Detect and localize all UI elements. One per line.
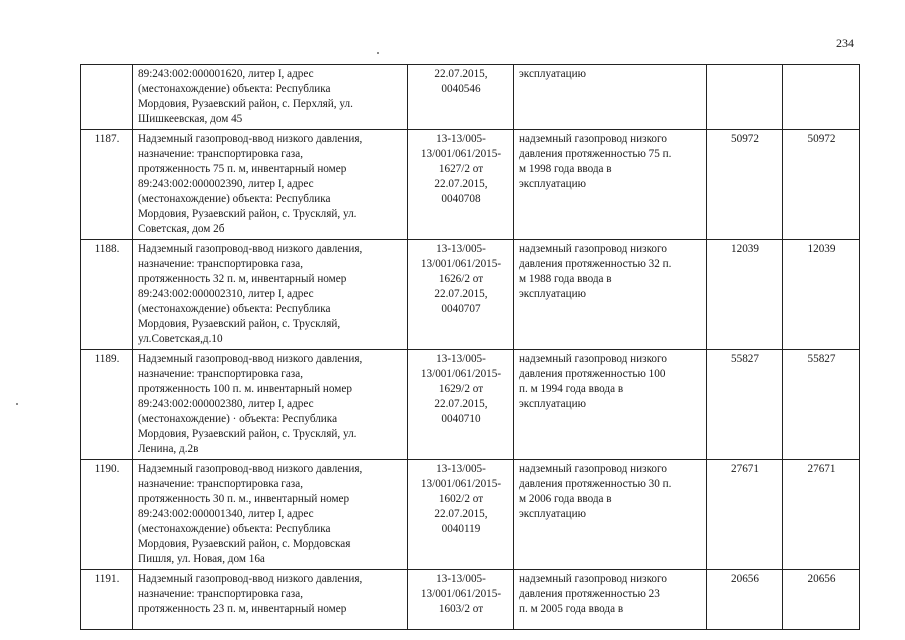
value-cell-2 bbox=[783, 65, 860, 130]
registration-record-cell-line: 22.07.2015, bbox=[434, 398, 488, 410]
object-description-cell-line: протяженность 32 п. м, инвентарный номер bbox=[138, 273, 347, 285]
characteristics-cell-line: м 1998 года ввода в bbox=[519, 163, 612, 175]
registration-record-cell bbox=[408, 65, 514, 130]
characteristics-cell-line: м 1988 года ввода в bbox=[519, 273, 612, 285]
registration-record-cell-line: 13-13/005- bbox=[436, 243, 486, 255]
registration-record-cell bbox=[408, 460, 514, 570]
registration-record-cell-line: 13/001/061/2015- bbox=[420, 588, 502, 600]
registration-record-cell-line: 22.07.2015, bbox=[434, 68, 488, 80]
object-description-cell-line: Мордовия, Рузаевский район, с. Трускляй, ул. bbox=[138, 428, 357, 440]
object-description-cell-line: назначение: транспортировка газа, bbox=[138, 148, 303, 160]
table-row bbox=[81, 570, 860, 630]
item-number-cell: 1189. bbox=[81, 350, 133, 460]
registration-record-cell-line: 0040707 bbox=[441, 303, 481, 315]
table-row bbox=[81, 240, 860, 350]
characteristics-cell-line: эксплуатацию bbox=[519, 68, 586, 80]
object-description-cell-line: 89:243:002:000002390, литер I, адрес bbox=[138, 178, 314, 190]
object-description-cell-line: Надземный газопровод-ввод низкого давления, bbox=[138, 243, 363, 255]
object-description-cell bbox=[133, 130, 408, 240]
object-description-cell-line: Надземный газопровод-ввод низкого давления, bbox=[138, 463, 363, 475]
object-description-cell bbox=[133, 570, 408, 630]
value-cell-1 bbox=[707, 65, 783, 130]
characteristics-cell-line: давления протяженностью 23 bbox=[519, 588, 660, 600]
characteristics-cell-line: эксплуатацию bbox=[519, 508, 586, 520]
registration-record-cell-line: 22.07.2015, bbox=[434, 178, 488, 190]
registration-record-cell bbox=[408, 130, 514, 240]
value-cell-1: 20656 bbox=[707, 570, 783, 630]
value-cell-2: 12039 bbox=[783, 240, 860, 350]
object-description-cell bbox=[133, 240, 408, 350]
object-description-cell-line: назначение: транспортировка газа, bbox=[138, 478, 303, 490]
object-description-cell-line: назначение: транспортировка газа, bbox=[138, 368, 303, 380]
item-number-cell: 1190. bbox=[81, 460, 133, 570]
object-description-cell-line: Надземный газопровод-ввод низкого давления, bbox=[138, 353, 363, 365]
table-row bbox=[81, 460, 860, 570]
item-number-cell bbox=[81, 65, 133, 130]
registration-record-cell-line: 13/001/061/2015- bbox=[420, 478, 502, 490]
object-description-cell-line: Надземный газопровод-ввод низкого давления, bbox=[138, 573, 363, 585]
registration-record-cell bbox=[408, 570, 514, 630]
registration-record-cell bbox=[408, 350, 514, 460]
characteristics-cell bbox=[514, 350, 707, 460]
characteristics-cell-line: эксплуатацию bbox=[519, 288, 586, 300]
value-cell-1: 55827 bbox=[707, 350, 783, 460]
object-description-cell-line: Мордовия, Рузаевский район, с. Трускляй, ул. bbox=[138, 208, 357, 220]
item-number-cell: 1191. bbox=[81, 570, 133, 630]
registration-record-cell-line: 0040546 bbox=[441, 83, 481, 95]
characteristics-cell bbox=[514, 65, 707, 130]
object-description-cell-line: назначение: транспортировка газа, bbox=[138, 258, 303, 270]
registration-record-cell-line: 22.07.2015, bbox=[434, 508, 488, 520]
value-cell-1: 12039 bbox=[707, 240, 783, 350]
registration-record-cell-line: 0040710 bbox=[441, 413, 481, 425]
registration-record-cell-line: 0040119 bbox=[441, 523, 481, 535]
registration-record-cell-line: 1627/2 от bbox=[438, 163, 484, 175]
characteristics-cell-line: м 2006 года ввода в bbox=[519, 493, 612, 505]
object-description-cell-line: 89:243:002:000002380, литер I, адрес bbox=[138, 398, 314, 410]
characteristics-cell bbox=[514, 240, 707, 350]
registration-record-cell-line: 22.07.2015, bbox=[434, 288, 488, 300]
characteristics-cell-line: надземный газопровод низкого bbox=[519, 133, 667, 145]
characteristics-cell-line: п. м 1994 года ввода в bbox=[519, 383, 624, 395]
registration-record-cell-line: 13-13/005- bbox=[436, 353, 486, 365]
registration-record-cell-line: 13-13/005- bbox=[436, 133, 486, 145]
object-description-cell bbox=[133, 350, 408, 460]
characteristics-cell-line: надземный газопровод низкого bbox=[519, 243, 667, 255]
object-description-cell-line: Мордовия, Рузаевский район, с. Трускляй, bbox=[138, 318, 341, 330]
object-description-cell-line: (местонахождение) объекта: Республика bbox=[138, 83, 331, 95]
characteristics-cell bbox=[514, 130, 707, 240]
registration-record-cell bbox=[408, 240, 514, 350]
object-description-cell-line: 89:243:002:000001340, литер I, адрес bbox=[138, 508, 314, 520]
object-description-cell-line: (местонахождение) объекта: Республика bbox=[138, 193, 331, 205]
object-description-cell-line: Шишкеевская, дом 45 bbox=[138, 113, 243, 125]
characteristics-cell bbox=[514, 460, 707, 570]
characteristics-cell-line: эксплуатацию bbox=[519, 398, 586, 410]
object-description-cell bbox=[133, 65, 408, 130]
registration-record-cell-line: 13-13/005- bbox=[436, 573, 486, 585]
object-description-cell-line: протяженность 75 п. м, инвентарный номер bbox=[138, 163, 347, 175]
value-cell-2: 55827 bbox=[783, 350, 860, 460]
object-description-cell-line: Пишля, ул. Новая, дом 16а bbox=[138, 553, 265, 565]
registration-record-cell-line: 13/001/061/2015- bbox=[420, 148, 502, 160]
value-cell-1: 27671 bbox=[707, 460, 783, 570]
scan-speck bbox=[16, 403, 18, 405]
object-description-cell bbox=[133, 460, 408, 570]
characteristics-cell-line: давления протяженностью 32 п. bbox=[519, 258, 672, 270]
object-description-cell-line: протяженность 100 п. м. инвентарный номер bbox=[138, 383, 352, 395]
characteristics-cell bbox=[514, 570, 707, 630]
object-description-cell-line: Надземный газопровод-ввод низкого давления, bbox=[138, 133, 363, 145]
registration-record-cell-line: 0040708 bbox=[441, 193, 481, 205]
registration-record-cell-line: 1626/2 от bbox=[438, 273, 484, 285]
characteristics-cell-line: надземный газопровод низкого bbox=[519, 573, 667, 585]
object-description-cell-line: 89:243:002:000001620, литер I, адрес bbox=[138, 68, 314, 80]
characteristics-cell-line: надземный газопровод низкого bbox=[519, 353, 667, 365]
object-description-cell-line: Мордовия, Рузаевский район, с. Перхляй, ул. bbox=[138, 98, 353, 110]
object-description-cell-line: назначение: транспортировка газа, bbox=[138, 588, 303, 600]
value-cell-2: 27671 bbox=[783, 460, 860, 570]
characteristics-cell-line: давления протяженностью 100 bbox=[519, 368, 666, 380]
object-description-cell-line: (местонахождение) · объекта: Республика bbox=[138, 413, 338, 425]
object-description-cell-line: (местонахождение) объекта: Республика bbox=[138, 303, 331, 315]
object-description-cell-line: Советская, дом 2б bbox=[138, 223, 225, 235]
item-number-cell: 1187. bbox=[81, 130, 133, 240]
value-cell-1: 50972 bbox=[707, 130, 783, 240]
object-description-cell-line: (местонахождение) объекта: Республика bbox=[138, 523, 331, 535]
value-cell-2: 50972 bbox=[783, 130, 860, 240]
object-description-cell-line: Мордовия, Рузаевский район, с. Мордовская bbox=[138, 538, 351, 550]
object-description-cell-line: ул.Советская,д.10 bbox=[138, 333, 223, 345]
page-number: 234 bbox=[836, 36, 854, 50]
registration-record-cell-line: 1602/2 от bbox=[438, 493, 484, 505]
registration-record-cell-line: 1629/2 от bbox=[438, 383, 484, 395]
item-number-cell: 1188. bbox=[81, 240, 133, 350]
property-registry-table bbox=[80, 64, 860, 630]
object-description-cell-line: протяженность 23 п. м, инвентарный номер bbox=[138, 603, 347, 615]
table-row bbox=[81, 130, 860, 240]
characteristics-cell-line: давления протяженностью 30 п. bbox=[519, 478, 672, 490]
registration-record-cell-line: 13-13/005- bbox=[436, 463, 486, 475]
object-description-cell-line: Ленина, д.2в bbox=[138, 443, 199, 455]
registration-record-cell-line: 13/001/061/2015- bbox=[420, 258, 502, 270]
characteristics-cell-line: давления протяженностью 75 п. bbox=[519, 148, 672, 160]
object-description-cell-line: 89:243:002:000002310, литер I, адрес bbox=[138, 288, 314, 300]
characteristics-cell-line: надземный газопровод низкого bbox=[519, 463, 667, 475]
value-cell-2: 20656 bbox=[783, 570, 860, 630]
characteristics-cell-line: п. м 2005 года ввода в bbox=[519, 603, 624, 615]
scan-speck bbox=[377, 52, 379, 54]
table-row bbox=[81, 65, 860, 130]
characteristics-cell-line: эксплуатацию bbox=[519, 178, 586, 190]
object-description-cell-line: протяженность 30 п. м., инвентарный номер bbox=[138, 493, 350, 505]
registration-record-cell-line: 13/001/061/2015- bbox=[420, 368, 502, 380]
table-row bbox=[81, 350, 860, 460]
registration-record-cell-line: 1603/2 от bbox=[438, 603, 484, 615]
